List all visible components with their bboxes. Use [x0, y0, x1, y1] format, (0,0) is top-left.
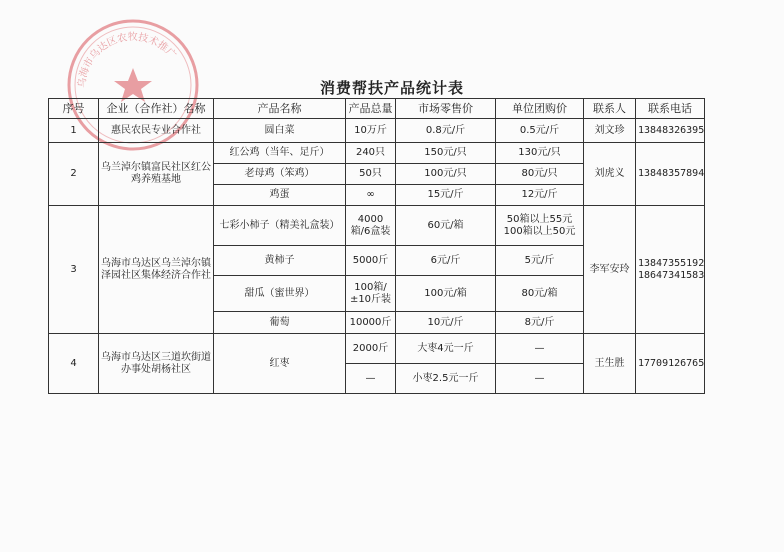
product-qty: ∞: [346, 185, 396, 206]
product-name: 红公鸡（当年、足斤）: [214, 143, 346, 164]
product-qty: 240只: [346, 143, 396, 164]
product-qty: 100箱/±10斤装: [346, 276, 396, 312]
product-name: 七彩小柿子（精美礼盒装）: [214, 206, 346, 246]
retail-price: 100元/箱: [396, 276, 496, 312]
col-header-product: 产品名称: [214, 99, 346, 119]
retail-price: 0.8元/斤: [396, 119, 496, 143]
row-number: 2: [49, 143, 99, 206]
product-name: 鸡蛋: [214, 185, 346, 206]
product-qty: 2000斤: [346, 334, 396, 364]
contact-phone: 13848357894: [636, 143, 705, 206]
group-price: —: [496, 364, 584, 394]
retail-price: 150元/只: [396, 143, 496, 164]
header-row: [49, 99, 705, 119]
retail-price: 60元/箱: [396, 206, 496, 246]
product-qty: 50只: [346, 164, 396, 185]
org-name: 乌兰淖尔镇富民社区红公鸡养殖基地: [99, 143, 214, 206]
product-name: 圆白菜: [214, 119, 346, 143]
product-qty: 10000斤: [346, 312, 396, 334]
table-row: [49, 334, 705, 364]
product-qty: —: [346, 364, 396, 394]
col-header-qty: 产品总量: [346, 99, 396, 119]
col-header-group: 单位团购价: [496, 99, 584, 119]
contact-person: 李军安玲: [584, 206, 636, 334]
retail-price: 小枣2.5元一斤: [396, 364, 496, 394]
svg-text:乌海市乌达区农牧技术推广: 乌海市乌达区农牧技术推广: [76, 31, 178, 89]
product-name: 红枣: [214, 334, 346, 394]
product-name: 黄柿子: [214, 246, 346, 276]
table-row: [49, 119, 705, 143]
group-price: 12元/斤: [496, 185, 584, 206]
org-name: 乌海市乌达区乌兰淖尔镇泽园社区集体经济合作社: [99, 206, 214, 334]
row-number: 4: [49, 334, 99, 394]
product-qty: 4000箱/6盒装: [346, 206, 396, 246]
col-header-org: 企业（合作社）名称: [99, 99, 214, 119]
contact-phone: 13847355192 18647341583: [636, 206, 705, 334]
group-price: 130元/只: [496, 143, 584, 164]
group-price: 50箱以上55元 100箱以上50元: [496, 206, 584, 246]
product-name: 老母鸡（笨鸡）: [214, 164, 346, 185]
retail-price: 大枣4元一斤: [396, 334, 496, 364]
contact-person: 刘文珍: [584, 119, 636, 143]
product-name: 甜瓜（蜜世界）: [214, 276, 346, 312]
product-name: 葡萄: [214, 312, 346, 334]
col-header-contact: 联系人: [584, 99, 636, 119]
contact-phone: 13848326395: [636, 119, 705, 143]
group-price: 8元/斤: [496, 312, 584, 334]
col-header-no: 序号: [49, 99, 99, 119]
row-number: 1: [49, 119, 99, 143]
org-name: 乌海市乌达区三道坎街道办事处胡杨社区: [99, 334, 214, 394]
contact-person: 刘虎义: [584, 143, 636, 206]
page-title: 消费帮扶产品统计表: [319, 79, 464, 97]
col-header-phone: 联系电话: [636, 99, 705, 119]
contact-phone: 17709126765: [636, 334, 705, 394]
group-price: —: [496, 334, 584, 364]
group-price: 5元/斤: [496, 246, 584, 276]
retail-price: 100元/只: [396, 164, 496, 185]
product-qty: 5000斤: [346, 246, 396, 276]
table-row: [49, 206, 705, 246]
contact-person: 王生胜: [584, 334, 636, 394]
retail-price: 6元/斤: [396, 246, 496, 276]
retail-price: 15元/斤: [396, 185, 496, 206]
row-number: 3: [49, 206, 99, 334]
group-price: 0.5元/斤: [496, 119, 584, 143]
org-name: 惠民农民专业合作社: [99, 119, 214, 143]
group-price: 80元/只: [496, 164, 584, 185]
retail-price: 10元/斤: [396, 312, 496, 334]
col-header-retail: 市场零售价: [396, 99, 496, 119]
product-table: [48, 98, 705, 394]
group-price: 80元/箱: [496, 276, 584, 312]
table-row: [49, 143, 705, 164]
product-qty: 10万斤: [346, 119, 396, 143]
